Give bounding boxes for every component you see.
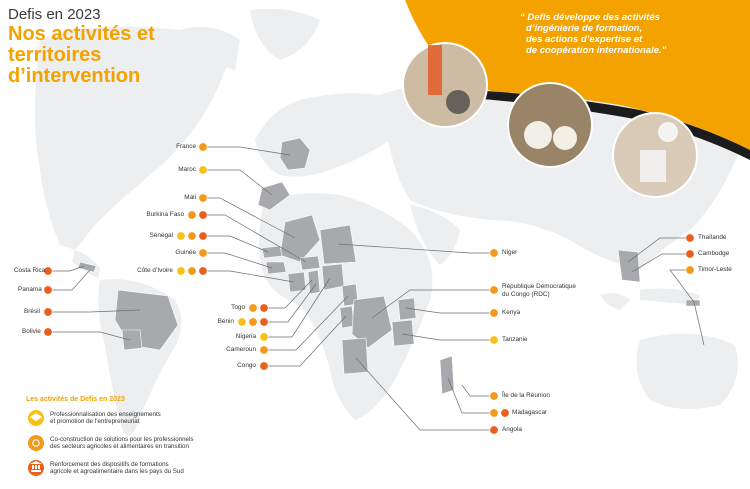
label-congo: Congo [237, 362, 256, 369]
legend-icons [28, 410, 44, 476]
label-bolivie: Bolivie [22, 328, 41, 335]
label-burkina: Burkina Faso [146, 211, 184, 218]
dot-bresil [44, 308, 52, 316]
legend-item-2-line1: Co-construction de solutions pour les professionnels [50, 436, 194, 443]
dot-kenya [490, 309, 498, 317]
page-subtitle: Defis en 2023 [8, 6, 101, 23]
dot-bolivie [44, 328, 52, 336]
label-rdc [502, 283, 576, 298]
legend-title: Les activités de Defis en 2023 [26, 396, 125, 403]
dot-congo [260, 362, 268, 370]
dot-rdc [490, 286, 498, 294]
line-reunion [462, 385, 490, 396]
label-mali: Mali [184, 194, 196, 201]
label-niger: Niger [502, 249, 518, 256]
label-reunion: Île de la Réunion [502, 392, 550, 399]
label-togo: Togo [231, 304, 245, 311]
line-panama [52, 270, 90, 290]
dot-madagascar-1 [490, 409, 498, 417]
legend-item-1-line2: et promotion de l’entrepreneuriat [50, 418, 140, 426]
label-angola: Angola [502, 426, 522, 433]
label-kenya: Kenya [502, 309, 521, 316]
dot-cote-3 [199, 267, 207, 275]
hands-gear-icon [28, 435, 44, 451]
dot-burkina-2 [199, 211, 207, 219]
quote-line2: d’ingénierie de formation, [526, 23, 643, 34]
label-panama: Panama [18, 286, 42, 293]
dot-cote-1 [177, 267, 185, 275]
label-costarica: Costa Rica [14, 267, 46, 274]
dot-cote-2 [188, 267, 196, 275]
dot-togo-1 [249, 304, 257, 312]
quote-line3: des actions d’expertise et [526, 34, 643, 45]
dot-cambodge [686, 250, 694, 258]
label-timor: Timor-Leste [698, 266, 732, 273]
label-maroc: Maroc [178, 166, 196, 173]
dot-guinee [199, 249, 207, 257]
dot-senegal-3 [199, 232, 207, 240]
legend-item-3-line2: agricole et agroalimentaire dans les pays du Sud [50, 468, 184, 476]
label-benin: Bénin [217, 318, 234, 325]
label-cote: Côte d’Ivoire [137, 267, 173, 274]
legend-item-1 [50, 411, 240, 426]
legend-item-2-line2: des secteurs agricoles et alimentaires en transition [50, 443, 189, 451]
label-rdc-line1: République Démocratique [502, 283, 576, 290]
dot-timor [686, 266, 694, 274]
page-title-line2: territoires d’intervention [8, 44, 141, 87]
label-bresil: Brésil [24, 308, 40, 315]
country-shape-thailande-cambodge [618, 250, 640, 282]
legend-item-1-line1: Professionnalisation des enseignements [50, 411, 161, 418]
legend-item-3-line1: Renforcement des dispositifs de formations [50, 461, 169, 468]
dot-mali [199, 194, 207, 202]
quote-text [520, 12, 730, 56]
dot-tanzanie [490, 336, 498, 344]
country-shape-bolivie [122, 330, 142, 350]
label-guinee: Guinée [175, 249, 196, 256]
dot-reunion [490, 392, 498, 400]
label-senegal: Sénégal [149, 232, 173, 239]
photo-classroom [403, 43, 487, 127]
legend-item-2 [50, 436, 240, 451]
dot-togo-2 [260, 304, 268, 312]
label-cameroun: Cameroun [226, 346, 256, 353]
page-title-line1: Nos activités et [8, 23, 155, 45]
label-france: France [176, 143, 196, 150]
dot-niger [490, 249, 498, 257]
label-nigeria: Nigeria [235, 333, 256, 340]
photo-food-processing [508, 83, 592, 167]
country-shape-guinee [266, 262, 286, 274]
dot-cameroun [260, 346, 268, 354]
country-shape-burkina [300, 256, 320, 270]
dot-benin-3 [260, 318, 268, 326]
dot-france [199, 143, 207, 151]
line-senegal [207, 236, 268, 252]
country-shape-tanzanie [392, 320, 414, 346]
country-shape-nigeria [322, 264, 344, 290]
dot-burkina-1 [188, 211, 196, 219]
dot-benin-2 [249, 318, 257, 326]
label-cambodge: Cambodge [698, 250, 730, 257]
country-shape-senegal [262, 246, 282, 258]
dot-senegal-2 [188, 232, 196, 240]
dot-angola [490, 426, 498, 434]
dot-benin-1 [238, 318, 246, 326]
dot-panama [44, 286, 52, 294]
page-title [8, 24, 238, 87]
line-madagascar [448, 378, 490, 413]
dot-thailande [686, 234, 694, 242]
label-madagascar: Madagascar [512, 409, 548, 416]
country-shape-angola [342, 338, 368, 374]
dot-maroc [199, 166, 207, 174]
legend-item-3 [50, 461, 240, 476]
label-rdc-line2: du Congo (RDC) [502, 290, 550, 298]
label-thailande: Thaïlande [698, 234, 727, 241]
country-shape-niger [320, 225, 356, 264]
quote-line4: de coopération internationale.” [526, 45, 667, 56]
dot-senegal-1 [177, 232, 185, 240]
dot-nigeria [260, 333, 268, 341]
dot-madagascar-2 [501, 409, 509, 417]
country-shape-congo [340, 306, 354, 328]
label-tanzanie: Tanzanie [502, 336, 528, 343]
quote-line1: “ Defis développe des activités [520, 12, 660, 23]
